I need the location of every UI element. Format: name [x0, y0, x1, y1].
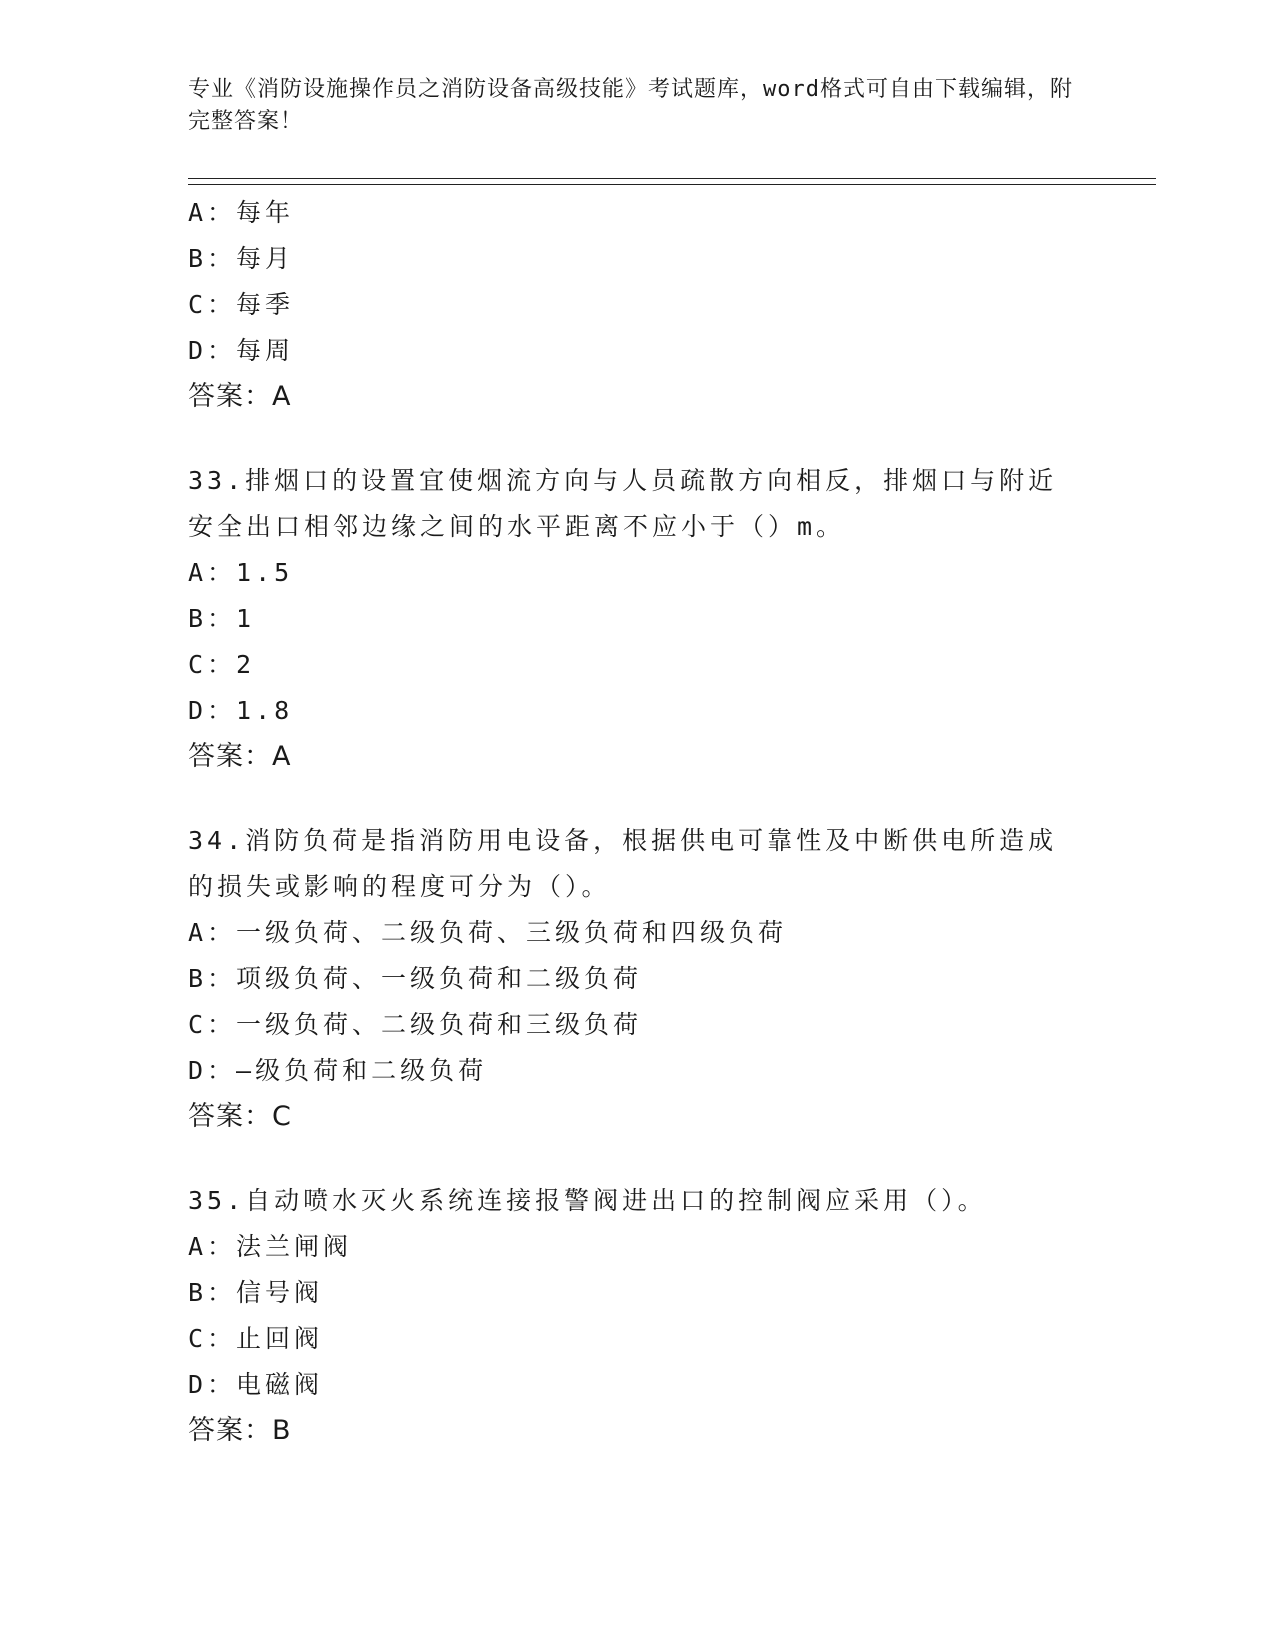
header-rule-top — [188, 178, 1156, 179]
option-b: B：每月 — [188, 244, 295, 273]
question-stem: 33.排烟口的设置宜使烟流方向与人员疏散方向相反，排烟口与附近安全出口相邻边缘之间的水平距离不应小于（）m。 — [188, 466, 1058, 541]
answer: 答案：A — [188, 741, 292, 772]
option-d: D：电磁阀 — [188, 1370, 324, 1399]
spacer — [188, 420, 1068, 458]
document-header: 专业《消防设施操作员之消防设备高级技能》考试题库，word格式可自由下载编辑，附完整答案！ — [188, 77, 1073, 134]
answer: 答案：B — [188, 1415, 292, 1446]
option-a: A：法兰闸阀 — [188, 1232, 353, 1261]
option-b: B：1 — [188, 604, 256, 633]
question-stem: 34.消防负荷是指消防用电设备，根据供电可靠性及中断供电所造成的损失或影响的程度可分为（）。 — [188, 826, 1058, 901]
option-a: A：一级负荷、二级负荷、三级负荷和四级负荷 — [188, 918, 788, 947]
answer: 答案：C — [188, 1101, 292, 1132]
spacer — [188, 780, 1068, 818]
option-d: D：—级负荷和二级负荷 — [188, 1056, 488, 1085]
question-34 — [188, 818, 1068, 1140]
option-b: B：项级负荷、一级负荷和二级负荷 — [188, 964, 643, 993]
option-b: B：信号阀 — [188, 1278, 324, 1307]
option-a: A：1.5 — [188, 558, 294, 587]
header-rule-bottom — [188, 184, 1156, 185]
question-33 — [188, 458, 1068, 780]
option-c: C：2 — [188, 650, 256, 679]
spacer — [188, 1140, 1068, 1178]
option-d: D：每周 — [188, 336, 295, 365]
option-d: D：1.8 — [188, 696, 294, 725]
question-35 — [188, 1178, 1068, 1454]
question-stem: 35.自动喷水灭火系统连接报警阀进出口的控制阀应采用（）。 — [188, 1186, 987, 1215]
answer: 答案：A — [188, 381, 292, 412]
option-c: C：每季 — [188, 290, 295, 319]
option-a: A：每年 — [188, 198, 295, 227]
option-c: C：止回阀 — [188, 1324, 324, 1353]
question-32 — [188, 190, 1068, 420]
option-c: C：一级负荷、二级负荷和三级负荷 — [188, 1010, 643, 1039]
question-list — [188, 190, 1068, 1454]
